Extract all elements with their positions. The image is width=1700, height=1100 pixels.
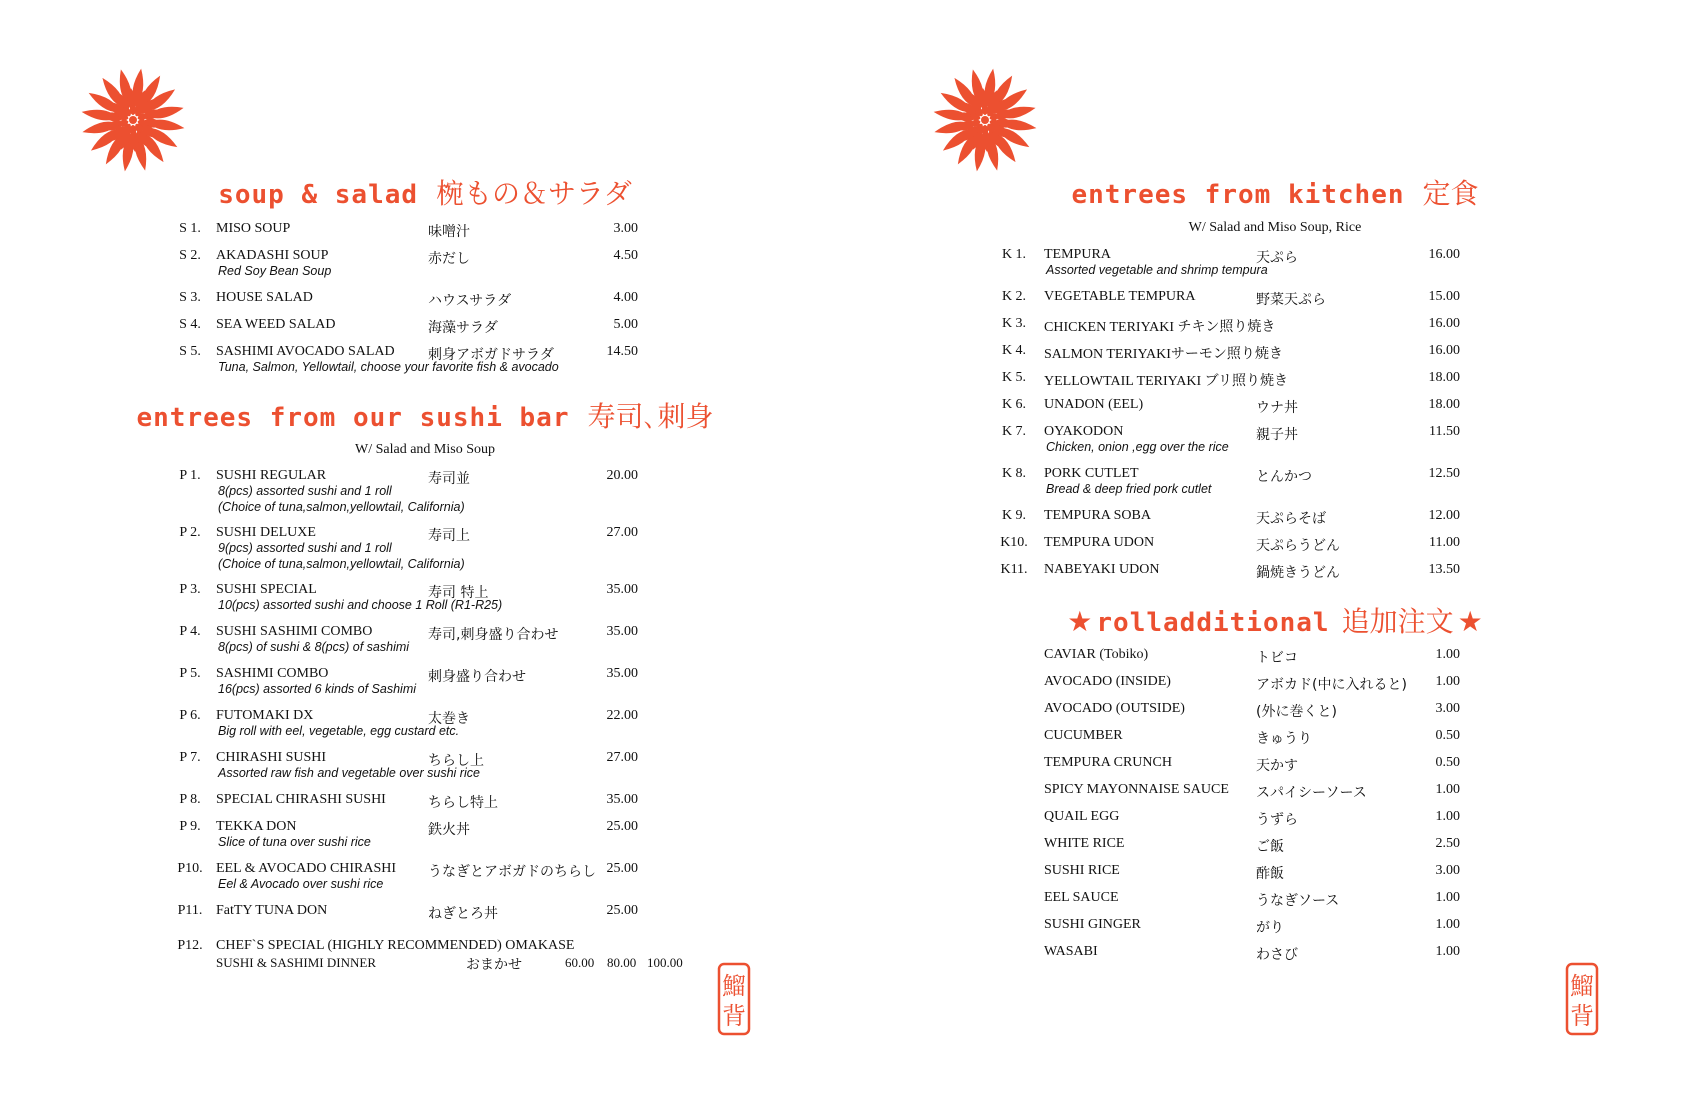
item-jp-name: とんかつ (1256, 469, 1312, 485)
omakase-item (170, 938, 690, 978)
item-jp-name: 味噌汁 (428, 224, 470, 240)
item-name: QUAIL EGG (1044, 809, 1120, 824)
sushi-bar-heading-latin: entrees from our sushi bar (136, 403, 570, 433)
soup-salad-heading (0, 172, 850, 212)
item-price: 35.00 (606, 666, 638, 681)
item-price: 1.00 (1435, 647, 1460, 662)
item-description-2: (Choice of tuna,salmon,yellowtail, California) (218, 500, 465, 514)
item-name: CHICKEN TERIYAKI チキン照り焼き (1044, 320, 1276, 335)
omakase-price-1: 60.00 (565, 955, 595, 970)
item-jp-name: 酢飯 (1256, 866, 1284, 882)
item-price: 12.00 (1428, 508, 1460, 523)
item-name: SALMON TERIYAKIサーモン照り焼き (1044, 347, 1283, 362)
item-jp-name: 刺身アボガドサラダ (428, 347, 554, 363)
item-code: K 6. (1001, 397, 1027, 412)
item-price: 3.00 (613, 221, 638, 236)
item-code: K 4. (1001, 343, 1027, 358)
item-name: VEGETABLE TEMPURA (1044, 289, 1196, 304)
item-jp-name: きゅうり (1256, 731, 1312, 747)
item-price: 18.00 (1428, 370, 1460, 385)
item-jp-name: 天ぷらうどん (1256, 538, 1340, 554)
item-jp-name: 寿司 特上 (428, 585, 489, 601)
item-code: S 1. (179, 221, 201, 236)
menu-item (170, 819, 650, 859)
item-jp-name: (外に巻くと) (1256, 704, 1337, 720)
item-code: K 8. (1001, 466, 1027, 481)
item-price: 3.00 (1435, 701, 1460, 716)
item-jp-name: 赤だし (428, 251, 470, 267)
item-price: 4.50 (613, 248, 638, 263)
sushi-bar-heading-jp: 寿司､刺身 (587, 400, 714, 433)
item-name: SUSHI RICE (1044, 863, 1120, 878)
item-code: P 7. (179, 750, 201, 765)
item-name: SASHIMI COMBO (216, 666, 329, 681)
item-price: 1.00 (1435, 944, 1460, 959)
additional-heading (850, 600, 1700, 640)
item-jp-name: うなぎとアボガドのちらし (428, 864, 596, 880)
item-jp-name: 鍋焼きうどん (1256, 565, 1340, 581)
svg-text:背: 背 (722, 1002, 746, 1030)
item-jp-name: トビコ (1256, 650, 1298, 666)
item-jp-name: がり (1256, 920, 1284, 936)
item-name: TEMPURA CRUNCH (1044, 755, 1172, 770)
item-code: P 9. (179, 819, 201, 834)
item-price: 15.00 (1428, 289, 1460, 304)
item-code: K 3. (1001, 316, 1027, 331)
item-jp-name: 親子丼 (1256, 427, 1298, 443)
item-price: 0.50 (1435, 755, 1460, 770)
item-name: AVOCADO (OUTSIDE) (1044, 701, 1185, 716)
item-price: 14.50 (606, 344, 638, 359)
item-name: WHITE RICE (1044, 836, 1125, 851)
svg-text:鰡: 鰡 (722, 972, 746, 1000)
flower-logo-icon (910, 55, 1060, 185)
menu-item (990, 466, 1470, 506)
item-price: 27.00 (606, 750, 638, 765)
item-price: 13.50 (1428, 562, 1460, 577)
item-name: SUSHI SPECIAL (216, 582, 317, 597)
item-name: FatTY TUNA DON (216, 903, 328, 918)
item-name: SUSHI DELUXE (216, 525, 316, 540)
item-price: 25.00 (606, 819, 638, 834)
item-price: 25.00 (606, 861, 638, 876)
item-price: 18.00 (1428, 397, 1460, 412)
item-name: NABEYAKI UDON (1044, 562, 1160, 577)
additional-heading-latin: rolladditional (1096, 608, 1330, 638)
item-price: 3.00 (1435, 863, 1460, 878)
item-code: K11. (1000, 562, 1028, 577)
item-jp-name: わさび (1256, 947, 1298, 963)
item-price: 1.00 (1435, 890, 1460, 905)
item-description: Red Soy Bean Soup (218, 264, 332, 278)
item-code: P 2. (179, 525, 201, 540)
additional-heading-jp: 追加注文 (1341, 605, 1454, 638)
item-name: YELLOWTAIL TERIYAKI ブリ照り焼き (1044, 374, 1289, 389)
item-description: 16(pcs) assorted 6 kinds of Sashimi (218, 682, 417, 696)
item-name: WASABI (1044, 944, 1098, 959)
item-code: K 9. (1001, 508, 1027, 523)
menu-item (170, 248, 650, 288)
item-name: TEMPURA (1044, 247, 1111, 262)
item-jp-name: ねぎとろ丼 (428, 906, 498, 922)
item-jp-name: ちらし上 (428, 753, 484, 769)
item-name: SASHIMI AVOCADO SALAD (216, 344, 395, 359)
item-jp-name: 野菜天ぷら (1256, 292, 1326, 308)
omakase-jp: おまかせ (466, 957, 522, 973)
item-code: P 3. (179, 582, 201, 597)
kitchen-heading-jp: 定食 (1422, 177, 1479, 210)
item-code: P 4. (179, 624, 201, 639)
item-price: 1.00 (1435, 674, 1460, 689)
item-name: TEMPURA SOBA (1044, 508, 1151, 523)
item-name: AVOCADO (INSIDE) (1044, 674, 1171, 689)
item-jp-name: 寿司,刺身盛り合わせ (428, 627, 559, 643)
item-name: UNADON (EEL) (1044, 397, 1144, 412)
item-description: 10(pcs) assorted sushi and choose 1 Roll (R1-R25) (218, 598, 503, 612)
item-jp-name: 太巻き (428, 711, 470, 727)
svg-text:背: 背 (1570, 1002, 1594, 1030)
item-description: Bread & deep fried pork cutlet (1046, 482, 1212, 496)
kitchen-heading-latin: entrees from kitchen (1071, 180, 1405, 210)
item-code: P11. (177, 903, 203, 918)
item-jp-name: ハウスサラダ (428, 293, 512, 309)
item-name: SPECIAL CHIRASHI SUSHI (216, 792, 386, 807)
item-name: TEKKA DON (216, 819, 297, 834)
menu-item (170, 468, 650, 514)
item-description: 8(pcs) of sushi & 8(pcs) of sashimi (218, 640, 410, 654)
item-description: Slice of tuna over sushi rice (218, 835, 371, 849)
item-code: S 4. (179, 317, 201, 332)
item-name: CUCUMBER (1044, 728, 1123, 743)
item-code: P 5. (179, 666, 201, 681)
item-price: 35.00 (606, 792, 638, 807)
item-description: Tuna, Salmon, Yellowtail, choose your favorite fish & avocado (218, 360, 559, 374)
item-price: 11.00 (1429, 535, 1460, 550)
sushi-bar-heading (0, 395, 850, 435)
menu-item (170, 666, 650, 706)
seal-stamp-icon (717, 962, 751, 1036)
item-price: 16.00 (1428, 343, 1460, 358)
item-price: 5.00 (613, 317, 638, 332)
item-name: OYAKODON (1044, 424, 1124, 439)
item-name: SUSHI GINGER (1044, 917, 1141, 932)
item-code: S 2. (179, 248, 201, 263)
item-jp-name: ウナ丼 (1256, 400, 1298, 416)
svg-text:鰡: 鰡 (1570, 972, 1594, 1000)
item-name: SUSHI SASHIMI COMBO (216, 624, 373, 639)
item-price: 22.00 (606, 708, 638, 723)
item-price: 1.00 (1435, 782, 1460, 797)
item-description: Chicken, onion ,egg over the rice (1046, 440, 1229, 454)
item-description: 8(pcs) assorted sushi and 1 roll (218, 484, 392, 498)
sushi-bar-subtitle: W/ Salad and Miso Soup (355, 442, 495, 457)
item-jp-name: ご飯 (1256, 839, 1284, 855)
item-code: S 5. (179, 344, 201, 359)
item-name: CAVIAR (Tobiko) (1044, 647, 1149, 662)
item-price: 2.50 (1435, 836, 1460, 851)
item-jp-name: 寿司並 (428, 471, 470, 487)
item-jp-name: うなぎソース (1256, 893, 1340, 909)
item-name: SPICY MAYONNAISE SAUCE (1044, 782, 1229, 797)
item-name: EEL SAUCE (1044, 890, 1119, 905)
item-price: 1.00 (1435, 809, 1460, 824)
item-jp-name: ちらし特上 (428, 795, 498, 811)
item-code: K 7. (1001, 424, 1027, 439)
item-code: P 1. (179, 468, 201, 483)
menu-item (990, 424, 1470, 464)
item-description: 9(pcs) assorted sushi and 1 roll (218, 541, 392, 555)
item-price: 25.00 (606, 903, 638, 918)
item-name: SUSHI REGULAR (216, 468, 327, 483)
omakase-price-3: 100.00 (647, 955, 683, 970)
kitchen-subtitle: W/ Salad and Miso Soup, Rice (1188, 220, 1362, 235)
item-price: 27.00 (606, 525, 638, 540)
item-jp-name: うずら (1256, 812, 1298, 828)
menu-item (170, 861, 650, 901)
item-code: P 6. (179, 708, 201, 723)
item-price: 12.50 (1428, 466, 1460, 481)
item-description: Assorted vegetable and shrimp tempura (1046, 263, 1268, 277)
item-code: K 2. (1001, 289, 1027, 304)
menu-item (170, 708, 650, 748)
star-icon: ★ (1067, 605, 1093, 638)
item-price: 20.00 (606, 468, 638, 483)
menu-item (170, 903, 650, 943)
item-description-2: (Choice of tuna,salmon,yellowtail, California) (218, 557, 465, 571)
item-jp-name: 刺身盛り合わせ (428, 669, 526, 685)
item-name: MISO SOUP (216, 221, 291, 236)
item-code: P10. (177, 861, 203, 876)
item-description: Eel & Avocado over sushi rice (218, 877, 384, 891)
item-name: CHIRASHI SUSHI (216, 750, 327, 765)
menu-item (990, 944, 1470, 984)
item-jp-name: スパイシーソース (1256, 785, 1367, 801)
soup-salad-heading-latin: soup & salad (218, 180, 419, 210)
item-jp-name: 天ぷら (1256, 250, 1298, 266)
item-name: HOUSE SALAD (216, 290, 313, 305)
item-name: FUTOMAKI DX (216, 708, 314, 723)
item-code: P12. (177, 938, 203, 953)
item-jp-name: 海藻サラダ (428, 320, 498, 336)
soup-salad-heading-jp: 椀もの＆サラダ (436, 177, 632, 210)
menu-page-right (850, 0, 1700, 1100)
flower-logo-icon (58, 55, 208, 185)
omakase-line2: SUSHI & SASHIMI DINNER (216, 955, 376, 970)
item-code: K 1. (1001, 247, 1027, 262)
menu-item (170, 624, 650, 664)
item-name: AKADASHI SOUP (216, 248, 329, 263)
menu-item (170, 344, 650, 384)
item-price: 1.00 (1435, 917, 1460, 932)
menu-item (170, 525, 650, 571)
item-price: 35.00 (606, 624, 638, 639)
menu-item (170, 582, 650, 622)
item-jp-name: 寿司上 (428, 528, 470, 544)
item-description: Big roll with eel, vegetable, egg custard etc. (218, 724, 460, 738)
item-jp-name: 天ぷらそば (1256, 511, 1326, 527)
item-jp-name: 鉄火丼 (428, 822, 470, 838)
item-name: EEL & AVOCADO CHIRASHI (216, 861, 397, 876)
menu-item (170, 750, 650, 790)
item-name: SEA WEED SALAD (216, 317, 336, 332)
omakase-price-2: 80.00 (607, 955, 637, 970)
item-name: TEMPURA UDON (1044, 535, 1155, 550)
menu-item (990, 247, 1470, 287)
star-icon: ★ (1457, 605, 1483, 638)
item-price: 11.50 (1429, 424, 1460, 439)
item-price: 0.50 (1435, 728, 1460, 743)
item-name: PORK CUTLET (1044, 466, 1139, 481)
item-jp-name: 天かす (1256, 758, 1298, 774)
item-price: 4.00 (613, 290, 638, 305)
seal-stamp-icon (1565, 962, 1599, 1036)
item-code: P 8. (179, 792, 201, 807)
item-code: K10. (1000, 535, 1028, 550)
omakase-line1: CHEF`S SPECIAL (HIGHLY RECOMMENDED) OMAKASE (216, 938, 575, 953)
item-jp-name: アボカド(中に入れると) (1256, 677, 1407, 693)
item-price: 35.00 (606, 582, 638, 597)
item-code: K 5. (1001, 370, 1027, 385)
kitchen-heading (850, 172, 1700, 212)
item-description: Assorted raw fish and vegetable over sushi rice (218, 766, 480, 780)
item-code: S 3. (179, 290, 201, 305)
item-price: 16.00 (1428, 316, 1460, 331)
item-price: 16.00 (1428, 247, 1460, 262)
menu-item (990, 562, 1470, 602)
